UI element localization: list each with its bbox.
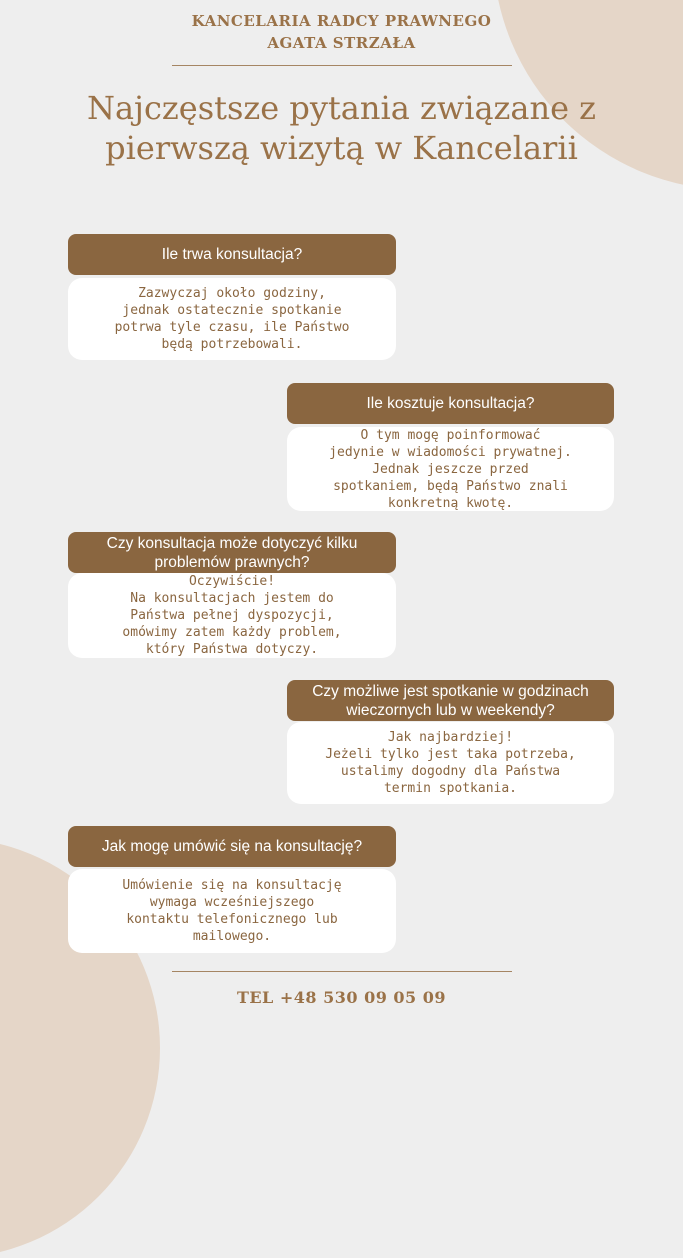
brand-name-line1: KANCELARIA RADCY PRAWNEGO [191,12,492,30]
brand-name-line2: AGATA STRZAŁA [267,34,416,52]
faq-answer-1: Zazwyczaj około godziny, jednak ostatecznie spotkanie potrwa tyle czasu, ile Państwo będą potrzebowali. [68,278,396,360]
faq-question-4: Czy możliwe jest spotkanie w godzinach wieczornych lub w weekendy? [287,680,614,721]
faq-question-1: Ile trwa konsultacja? [68,234,396,275]
page-title: Najczęstsze pytania związane z pierwszą wizytą w Kancelarii [86,89,597,167]
faq-answer-4: Jak najbardziej! Jeżeli tylko jest taka potrzeba, ustalimy dogodny dla Państwa termin spotkania. [287,722,614,804]
faq-answer-5: Umówienie się na konsultację wymaga wcześniejszego kontaktu telefonicznego lub mailowego. [68,869,396,953]
header-divider [172,65,512,66]
faq-answer-2: O tym mogę poinformować jedynie w wiadomości prywatnej. Jednak jeszcze przed spotkaniem, będą Państwo znali konkretną kwotę. [287,427,614,511]
footer-divider [172,971,512,972]
phone-number[interactable]: TEL +48 530 09 05 09 [236,988,447,1007]
faq-question-3: Czy konsultacja może dotyczyć kilku problemów prawnych? [68,532,396,573]
faq-question-2: Ile kosztuje konsultacja? [287,383,614,424]
faq-question-5: Jak mogę umówić się na konsultację? [68,826,396,867]
faq-answer-3: Oczywiście! Na konsultacjach jestem do Państwa pełnej dyspozycji, omówimy zatem każdy problem, który Państwa dotyczy. [68,573,396,658]
